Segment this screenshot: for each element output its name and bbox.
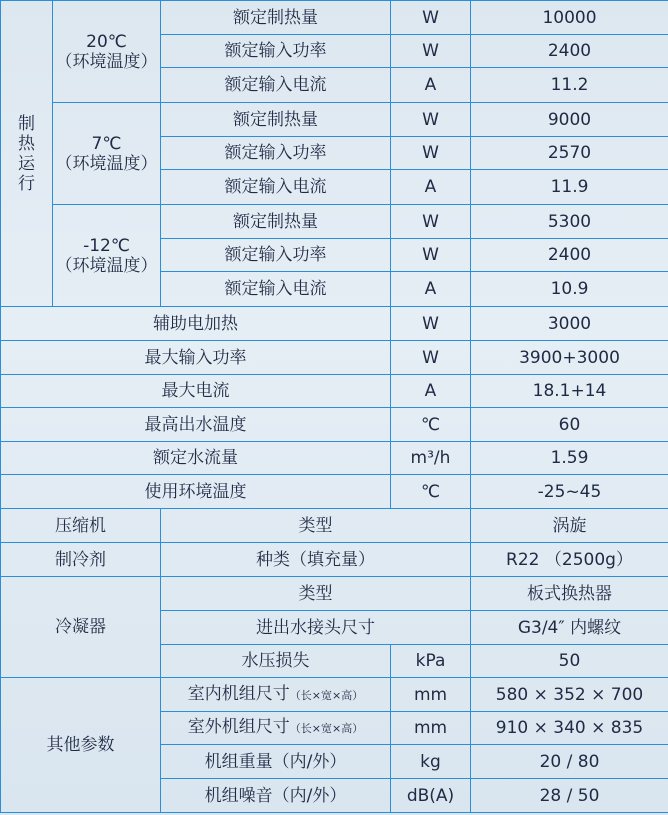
unit-cell: W bbox=[391, 1, 471, 35]
table-row bbox=[1, 103, 668, 137]
param-cell: 额定输入电流 bbox=[161, 170, 391, 205]
condition-cell: 7℃ （环境温度） bbox=[53, 103, 161, 205]
unit-cell: W bbox=[391, 137, 471, 170]
unit-cell: W bbox=[391, 205, 471, 239]
value-cell: R22 （2500g） bbox=[471, 543, 668, 577]
value-cell: 5300 bbox=[471, 205, 668, 239]
param-cell: 最高出水温度 bbox=[1, 408, 391, 442]
value-cell: 1.59 bbox=[471, 442, 668, 475]
value-cell: 2570 bbox=[471, 137, 668, 170]
unit-cell: kPa bbox=[391, 645, 471, 678]
param-cell: 额定输入功率 bbox=[161, 137, 391, 170]
group-label: 冷凝器 bbox=[1, 577, 161, 678]
unit-cell: W bbox=[391, 341, 471, 375]
unit-cell: mm bbox=[391, 678, 471, 712]
table-row bbox=[1, 475, 668, 509]
table-row bbox=[1, 375, 668, 408]
unit-cell: m³/h bbox=[391, 442, 471, 475]
value-cell: 11.9 bbox=[471, 170, 668, 205]
unit-cell: A bbox=[391, 272, 471, 307]
value-cell: 20 / 80 bbox=[471, 745, 668, 779]
value-cell: 2400 bbox=[471, 239, 668, 272]
unit-cell: A bbox=[391, 170, 471, 205]
unit-cell: A bbox=[391, 375, 471, 408]
param-cell: 类型 bbox=[161, 509, 471, 543]
param-cell: 种类（填充量） bbox=[161, 543, 471, 577]
table-row bbox=[1, 307, 668, 341]
table-row bbox=[1, 408, 668, 442]
table-row bbox=[1, 509, 668, 543]
unit-cell: W bbox=[391, 239, 471, 272]
group-label: 压缩机 bbox=[1, 509, 161, 543]
table-row bbox=[1, 442, 668, 475]
unit-cell: W bbox=[391, 103, 471, 137]
value-cell: 10000 bbox=[471, 1, 668, 35]
param-cell: 进出水接头尺寸 bbox=[161, 611, 471, 645]
unit-cell: dB(A) bbox=[391, 779, 471, 813]
table-row bbox=[1, 577, 668, 611]
param-cell: 室内机组尺寸（长×宽×高） bbox=[161, 678, 391, 712]
unit-cell: W bbox=[391, 307, 471, 341]
group-label: 制冷剂 bbox=[1, 543, 161, 577]
param-cell: 额定制热量 bbox=[161, 1, 391, 35]
unit-cell: mm bbox=[391, 712, 471, 745]
param-cell: 最大输入功率 bbox=[1, 341, 391, 375]
value-cell: -25~45 bbox=[471, 475, 668, 509]
table-row bbox=[1, 1, 668, 35]
unit-cell: A bbox=[391, 68, 471, 103]
value-cell: 涡旋 bbox=[471, 509, 668, 543]
value-cell: 580 × 352 × 700 bbox=[471, 678, 668, 712]
value-cell: G3/4″ 内螺纹 bbox=[471, 611, 668, 645]
unit-cell: ℃ bbox=[391, 475, 471, 509]
param-cell: 机组噪音（内/外） bbox=[161, 779, 391, 813]
group-label: 其他参数 bbox=[1, 678, 161, 813]
param-cell: 机组重量（内/外） bbox=[161, 745, 391, 779]
param-cell: 额定输入电流 bbox=[161, 68, 391, 103]
value-cell: 50 bbox=[471, 645, 668, 678]
condition-cell: 20℃ （环境温度） bbox=[53, 1, 161, 103]
param-cell: 水压损失 bbox=[161, 645, 391, 678]
value-cell: 60 bbox=[471, 408, 668, 442]
param-cell: 额定输入功率 bbox=[161, 239, 391, 272]
table-row bbox=[1, 543, 668, 577]
heating-section-label: 制 热 运 行 bbox=[1, 1, 53, 307]
condition-cell: -12℃ （环境温度） bbox=[53, 205, 161, 307]
value-cell: 11.2 bbox=[471, 68, 668, 103]
value-cell: 9000 bbox=[471, 103, 668, 137]
param-cell: 辅助电加热 bbox=[1, 307, 391, 341]
value-cell: 2400 bbox=[471, 35, 668, 68]
value-cell: 10.9 bbox=[471, 272, 668, 307]
param-cell: 室外机组尺寸（长×宽×高） bbox=[161, 712, 391, 745]
param-cell: 额定水流量 bbox=[1, 442, 391, 475]
table-row bbox=[1, 341, 668, 375]
value-cell: 板式换热器 bbox=[471, 577, 668, 611]
unit-cell: ℃ bbox=[391, 408, 471, 442]
value-cell: 28 / 50 bbox=[471, 779, 668, 813]
table-row bbox=[1, 205, 668, 239]
param-cell: 额定输入功率 bbox=[161, 35, 391, 68]
param-cell: 使用环境温度 bbox=[1, 475, 391, 509]
value-cell: 18.1+14 bbox=[471, 375, 668, 408]
param-note: （长×宽×高） bbox=[289, 722, 364, 735]
unit-cell: W bbox=[391, 35, 471, 68]
param-cell: 额定输入电流 bbox=[161, 272, 391, 307]
table-row bbox=[1, 678, 668, 712]
param-cell: 额定制热量 bbox=[161, 103, 391, 137]
value-cell: 3000 bbox=[471, 307, 668, 341]
param-cell: 类型 bbox=[161, 577, 471, 611]
param-cell: 额定制热量 bbox=[161, 205, 391, 239]
value-cell: 3900+3000 bbox=[471, 341, 668, 375]
param-note: （长×宽×高） bbox=[289, 688, 364, 702]
value-cell: 910 × 340 × 835 bbox=[471, 712, 668, 745]
param-cell: 最大电流 bbox=[1, 375, 391, 408]
unit-cell: kg bbox=[391, 745, 471, 779]
